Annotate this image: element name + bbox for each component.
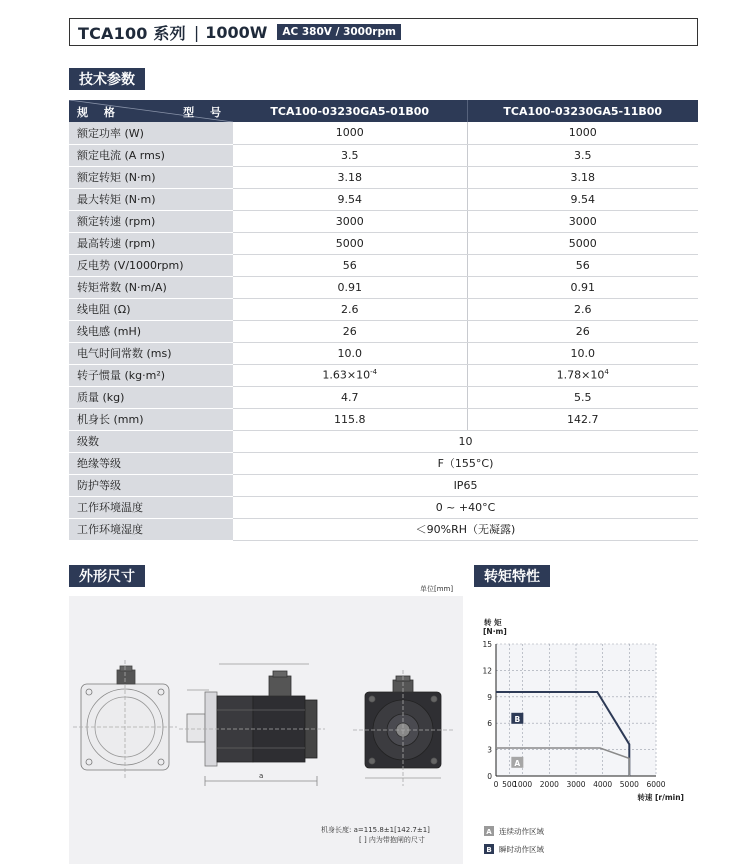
voltage-speed-badge: AC 380V / 3000rpm bbox=[277, 24, 401, 40]
x-tick-label: 5000 bbox=[619, 780, 639, 789]
power-title: 1000W bbox=[205, 22, 268, 42]
x-tick-label: 2000 bbox=[539, 780, 559, 789]
row-label: 额定转速 (rpm) bbox=[69, 210, 233, 232]
table-row bbox=[69, 386, 698, 408]
row-value: 10.0 bbox=[233, 342, 467, 364]
row-value: 3000 bbox=[233, 210, 467, 232]
table-row bbox=[69, 232, 698, 254]
row-value: 4.7 bbox=[233, 386, 467, 408]
row-label: 工作环境湿度 bbox=[69, 518, 233, 540]
model-1-header: TCA100-03230GA5-01B00 bbox=[233, 100, 467, 122]
y-tick-label: 6 bbox=[487, 719, 492, 729]
x-tick-label: 0 bbox=[493, 780, 499, 789]
x-tick-label: 500 bbox=[502, 780, 517, 789]
row-label: 电气时间常数 (ms) bbox=[69, 342, 233, 364]
model-2-header: TCA100-03230GA5-11B00 bbox=[467, 100, 698, 122]
row-value: 56 bbox=[233, 254, 467, 276]
side-view-motor bbox=[179, 664, 325, 786]
tech-params-heading: 技术参数 bbox=[69, 68, 145, 90]
x-axis-label: 转速 [r/min] bbox=[637, 793, 684, 802]
legend-key-B: B bbox=[486, 846, 492, 854]
torque-heading: 转矩特性 bbox=[474, 565, 550, 587]
row-value: 142.7 bbox=[467, 408, 698, 430]
row-value: 26 bbox=[233, 320, 467, 342]
y-tick-label: 12 bbox=[482, 666, 492, 676]
table-row bbox=[69, 496, 698, 518]
row-value: 3.18 bbox=[467, 166, 698, 188]
row-value: 0.91 bbox=[233, 276, 467, 298]
model-header: 型 号 bbox=[183, 106, 227, 119]
table-row bbox=[69, 122, 698, 144]
inertia-exponent-1: -4 bbox=[370, 368, 378, 377]
row-label: 最高转速 (rpm) bbox=[69, 232, 233, 254]
motor-drawing bbox=[69, 596, 463, 864]
dimension-a: a bbox=[259, 772, 264, 780]
row-label: 绝缘等级 bbox=[69, 452, 233, 474]
row-label: 最大转矩 (N·m) bbox=[69, 188, 233, 210]
table-row bbox=[69, 452, 698, 474]
row-label: 线电感 (mH) bbox=[69, 320, 233, 342]
front-view-flange bbox=[73, 660, 177, 778]
inertia-exponent-2: 4 bbox=[604, 368, 609, 377]
spec-model-header-cell bbox=[69, 100, 233, 122]
row-value: 115.8 bbox=[233, 408, 467, 430]
row-label: 质量 (kg) bbox=[69, 386, 233, 408]
row-value: 9.54 bbox=[467, 188, 698, 210]
row-label: 线电阻 (Ω) bbox=[69, 298, 233, 320]
row-label: 防护等级 bbox=[69, 474, 233, 496]
region-marker-B-label: B bbox=[514, 714, 521, 724]
row-value: 1000 bbox=[233, 122, 467, 144]
row-value: 0.91 bbox=[467, 276, 698, 298]
y-axis-label: 转 矩 bbox=[484, 618, 502, 627]
row-value: 2.6 bbox=[467, 298, 698, 320]
row-label: 反电势 (V/1000rpm) bbox=[69, 254, 233, 276]
row-value: 3.5 bbox=[233, 144, 467, 166]
row-value bbox=[233, 364, 467, 386]
y-axis-unit: [N·m] bbox=[483, 627, 507, 636]
x-tick-label: 4000 bbox=[593, 780, 613, 789]
row-value: 5.5 bbox=[467, 386, 698, 408]
length-note: 机身长度: a=115.8±1[142.7±1] bbox=[321, 826, 430, 834]
row-label: 额定电流 (A rms) bbox=[69, 144, 233, 166]
x-tick-label: 3000 bbox=[566, 780, 586, 789]
row-label: 转矩常数 (N·m/A) bbox=[69, 276, 233, 298]
row-value: 10.0 bbox=[467, 342, 698, 364]
table-row bbox=[69, 518, 698, 540]
table-row bbox=[69, 254, 698, 276]
row-label: 额定转矩 (N·m) bbox=[69, 166, 233, 188]
spec-table bbox=[69, 100, 698, 541]
rear-view-motor bbox=[353, 670, 453, 786]
table-row bbox=[69, 188, 698, 210]
row-value: 5000 bbox=[233, 232, 467, 254]
torque-chart bbox=[474, 596, 698, 864]
x-tick-label: 1000 bbox=[513, 780, 533, 789]
table-row bbox=[69, 210, 698, 232]
torque-chart-panel bbox=[474, 596, 698, 864]
table-row bbox=[69, 342, 698, 364]
legend-label-B: 瞬时动作区域 bbox=[499, 845, 544, 854]
row-value: 1000 bbox=[467, 122, 698, 144]
table-row bbox=[69, 298, 698, 320]
region-marker-A-label: A bbox=[514, 758, 521, 768]
legend-key-A: A bbox=[486, 828, 492, 836]
row-value: 56 bbox=[467, 254, 698, 276]
row-value: 2.6 bbox=[233, 298, 467, 320]
row-value: 3.18 bbox=[233, 166, 467, 188]
unit-label-text: 单位[mm] bbox=[420, 585, 454, 593]
inertia-value-1: 1.63×10 bbox=[322, 368, 371, 382]
table-row bbox=[69, 474, 698, 496]
product-title-bar bbox=[69, 18, 698, 46]
row-value: 9.54 bbox=[233, 188, 467, 210]
table-row bbox=[69, 320, 698, 342]
y-tick-label: 15 bbox=[482, 640, 492, 649]
row-value bbox=[467, 364, 698, 386]
row-value: 3000 bbox=[467, 210, 698, 232]
y-tick-label: 0 bbox=[487, 772, 492, 781]
spec-header: 规 格 bbox=[77, 106, 121, 119]
row-value: 10 bbox=[233, 430, 698, 452]
row-label: 工作环境温度 bbox=[69, 496, 233, 518]
dimension-drawing-panel bbox=[69, 596, 463, 864]
inertia-value-2: 1.78×10 bbox=[556, 368, 605, 382]
table-row bbox=[69, 166, 698, 188]
row-value: 5000 bbox=[467, 232, 698, 254]
legend-label-A: 连续动作区域 bbox=[499, 827, 544, 836]
table-row bbox=[69, 430, 698, 452]
row-label: 机身长 (mm) bbox=[69, 408, 233, 430]
table-row bbox=[69, 408, 698, 430]
y-tick-label: 3 bbox=[487, 745, 492, 755]
row-value: ＜90%RH（无凝露) bbox=[233, 518, 698, 540]
series-title: TCA100 系列 bbox=[78, 23, 186, 43]
y-tick-label: 9 bbox=[487, 692, 492, 702]
table-row bbox=[69, 276, 698, 298]
table-row bbox=[69, 144, 698, 166]
row-value: IP65 bbox=[233, 474, 698, 496]
title-separator: | bbox=[193, 22, 200, 42]
row-value: 26 bbox=[467, 320, 698, 342]
row-value: 0 ~ +40°C bbox=[233, 496, 698, 518]
row-label: 转子惯量 (kg·m²) bbox=[69, 364, 233, 386]
x-tick-label: 6000 bbox=[646, 780, 666, 789]
row-value: F（155°C) bbox=[233, 452, 698, 474]
bracket-note: [ ] 内为带抱闸的尺寸 bbox=[359, 836, 425, 844]
row-label: 级数 bbox=[69, 430, 233, 452]
row-value: 3.5 bbox=[467, 144, 698, 166]
table-row bbox=[69, 364, 698, 386]
dimensions-heading: 外形尺寸 bbox=[69, 565, 145, 587]
row-label: 额定功率 (W) bbox=[69, 122, 233, 144]
